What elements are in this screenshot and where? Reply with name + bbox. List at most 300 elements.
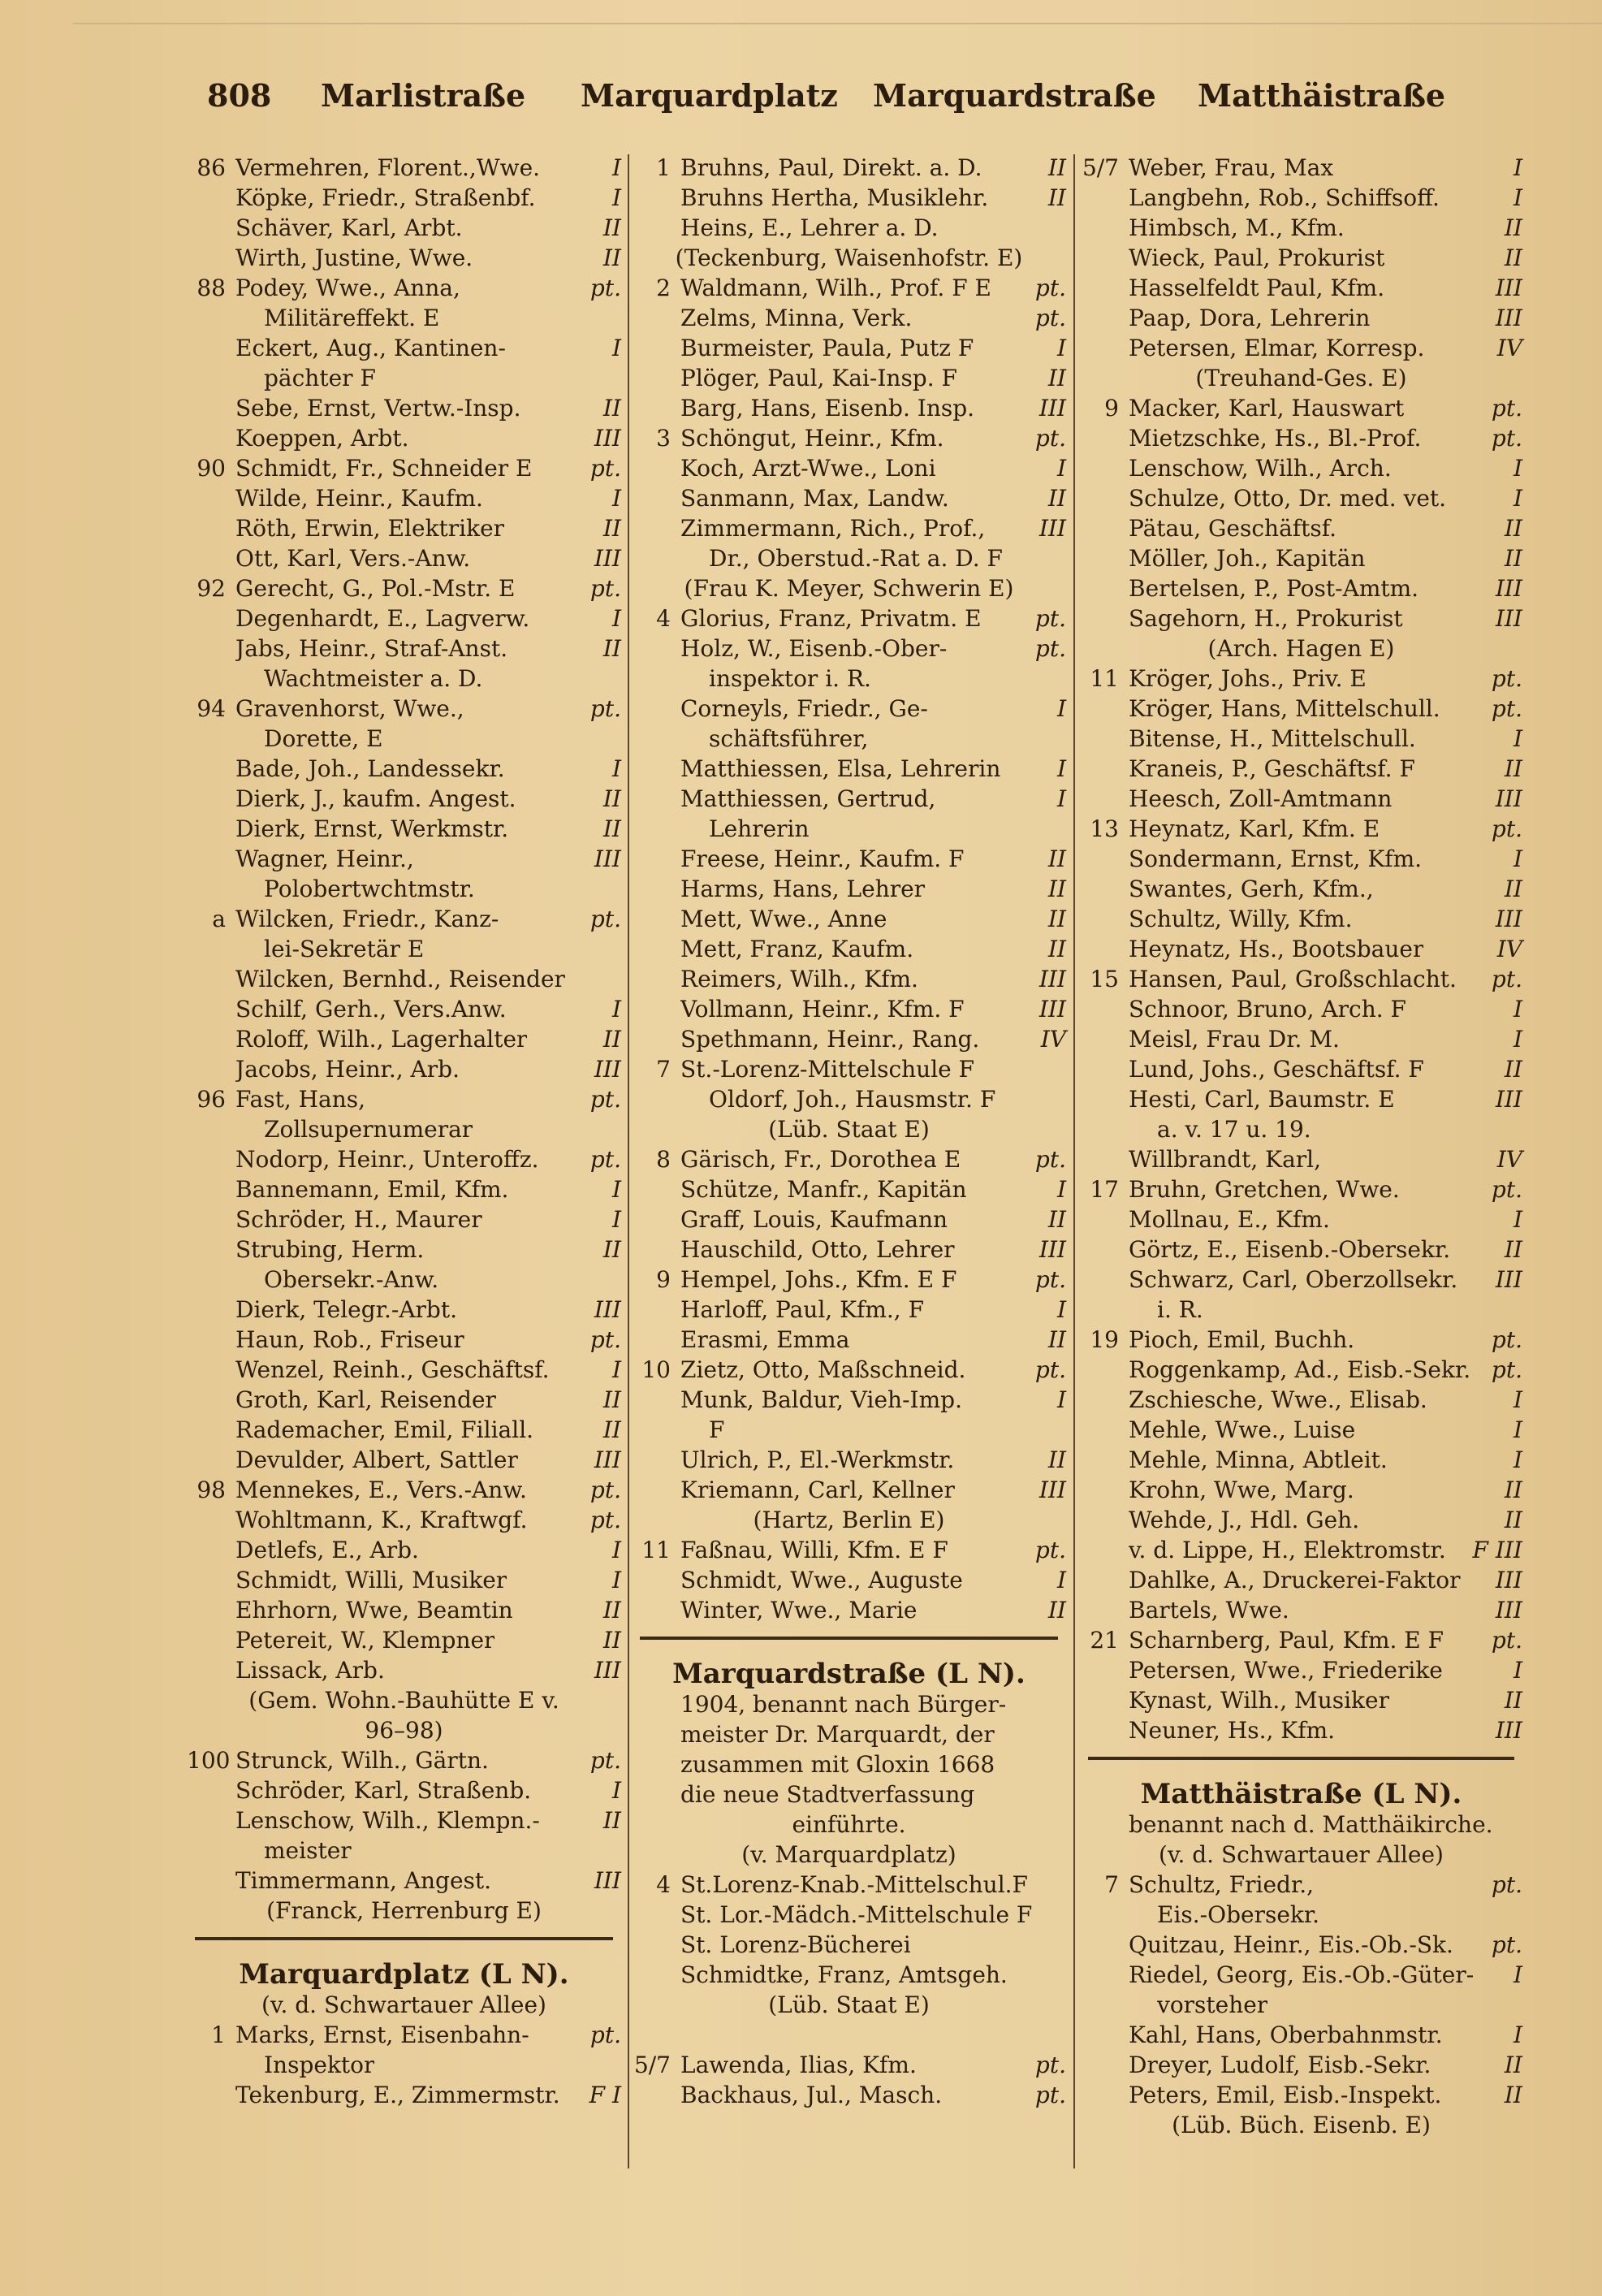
directory-entry: [632, 1445, 1066, 1475]
entry-text: (Lüb. Büch. Eisenb. E): [1172, 2112, 1431, 2138]
directory-entry: [632, 964, 1066, 994]
directory-entry: [187, 1896, 621, 1926]
entry-text: Lund, Johs., Geschäftsf. F: [1129, 1056, 1424, 1083]
house-number: 9: [1104, 395, 1119, 422]
entry-text: pächter F: [264, 365, 376, 391]
entry-text: Degenhardt, E., Lagverw.: [235, 605, 530, 632]
floor-marker: II: [602, 1627, 621, 1654]
floor-marker: II: [1504, 876, 1522, 902]
directory-entry: [632, 1990, 1066, 2020]
directory-entry: [1080, 1870, 1522, 1900]
directory-entry: [632, 2020, 1066, 2050]
entry-text: Backhaus, Jul., Masch.: [680, 2082, 943, 2108]
directory-entry: [187, 754, 621, 784]
entry-text: Hauschild, Otto, Lehrer: [680, 1236, 955, 1263]
directory-entry: [632, 664, 1066, 694]
entry-text: Riedel, Georg, Eis.-Ob.-Güter-: [1129, 1961, 1475, 1988]
house-number: a: [212, 906, 226, 932]
entry-text: Podey, Wwe., Anna,: [235, 275, 460, 301]
floor-marker: F I: [589, 2082, 621, 2108]
directory-entry: [187, 904, 621, 934]
floor-marker: II: [1047, 365, 1066, 391]
directory-entry: [632, 934, 1066, 964]
floor-marker: I: [1513, 1446, 1522, 1473]
entry-text: Neuner, Hs., Kfm.: [1129, 1717, 1336, 1744]
directory-entry: [1080, 1295, 1522, 1325]
header-title-4: Matthäistraße: [1198, 77, 1446, 114]
directory-entry: [187, 1505, 621, 1535]
floor-marker: II: [1504, 2082, 1522, 2108]
floor-marker: pt.: [1034, 1537, 1066, 1563]
floor-marker: I: [1513, 1416, 1522, 1443]
entry-text: Bade, Joh., Landessekr.: [235, 755, 505, 782]
directory-entry: [1080, 2020, 1522, 2050]
floor-marker: pt.: [589, 455, 621, 482]
house-number: 15: [1090, 966, 1119, 992]
entry-text: Dierk, J., kaufm. Angest.: [235, 785, 516, 812]
entry-text: Schnoor, Bruno, Arch. F: [1129, 996, 1406, 1023]
directory-entry: [187, 513, 621, 543]
entry-text: benannt nach d. Matthäikirche.: [1129, 1811, 1493, 1838]
directory-entry: [632, 2080, 1066, 2110]
floor-marker: pt.: [589, 1146, 621, 1173]
entry-text: Bruhns Hertha, Musiklehr.: [680, 184, 989, 211]
entry-text: Bitense, H., Mittelschull.: [1129, 725, 1416, 752]
entry-text: Bartels, Wwe.: [1129, 1597, 1289, 1624]
floor-marker: II: [602, 515, 621, 542]
entry-text: Sagehorn, H., Prokurist: [1129, 605, 1403, 632]
entry-text: Tekenburg, E., Zimmermstr.: [235, 2082, 560, 2108]
floor-marker: III: [594, 1867, 621, 1894]
house-number: 2: [656, 275, 671, 301]
directory-entry: [1080, 453, 1522, 483]
directory-entry: [187, 1024, 621, 1054]
header-title-2: Marquardplatz: [581, 77, 838, 114]
entry-text: Peters, Emil, Eisb.-Inspekt.: [1129, 2082, 1442, 2108]
entry-text: Devulder, Albert, Sattler: [235, 1446, 518, 1473]
directory-entry: [632, 183, 1066, 213]
entry-text: Lawenda, Ilias, Kfm.: [680, 2052, 917, 2078]
entry-text: Erasmi, Emma: [680, 1326, 850, 1353]
entry-text: Hasselfeldt Paul, Kfm.: [1129, 275, 1385, 301]
floor-marker: I: [611, 1176, 621, 1203]
entry-text: Vollmann, Heinr., Kfm. F: [680, 996, 965, 1023]
entry-text: zusammen mit Gloxin 1668: [680, 1751, 995, 1778]
directory-entry: [1080, 1054, 1522, 1084]
directory-entry: [632, 1749, 1066, 1779]
floor-marker: pt.: [1491, 665, 1522, 692]
entry-text: (Treuhand-Ges. E): [1195, 365, 1407, 391]
directory-entry: [1080, 1355, 1522, 1385]
entry-text: Mett, Franz, Kaufm.: [680, 936, 914, 962]
directory-entry: [632, 1385, 1066, 1415]
entry-text: Schmidt, Willi, Musiker: [235, 1567, 507, 1593]
entry-text: Paap, Dora, Lehrerin: [1129, 305, 1371, 331]
directory-entry: [1080, 1990, 1522, 2020]
entry-text: Holz, W., Eisenb.-Ober-: [680, 635, 948, 662]
entry-text: (v. d. Schwartauer Allee): [261, 1991, 546, 2018]
floor-marker: pt.: [1491, 1356, 1522, 1383]
floor-marker: II: [1047, 845, 1066, 872]
directory-entry: [187, 694, 621, 724]
entry-text: Schmidt, Fr., Schneider E: [235, 455, 533, 482]
floor-marker: IV: [1496, 936, 1522, 962]
floor-marker: pt.: [1034, 305, 1066, 331]
directory-entry: [187, 2050, 621, 2080]
directory-entry: [1080, 1505, 1522, 1535]
floor-marker: III: [1038, 515, 1066, 542]
floor-marker: II: [1047, 184, 1066, 211]
street-heading: [632, 1659, 1066, 1689]
entry-text: Wehde, J., Hdl. Geh.: [1129, 1507, 1360, 1533]
entry-text: Harms, Hans, Lehrer: [680, 876, 926, 902]
floor-marker: II: [1047, 1206, 1066, 1233]
entry-text: Haun, Rob., Friseur: [235, 1326, 464, 1353]
entry-text: lei-Sekretär E: [264, 936, 425, 962]
entry-text: Inspektor: [264, 2052, 375, 2078]
directory-entry: [632, 213, 1066, 243]
entry-text: Kahl, Hans, Oberbahnmstr.: [1129, 2021, 1443, 2048]
directory-entry: [187, 784, 621, 814]
floor-marker: I: [1056, 1296, 1066, 1323]
directory-entry: [632, 904, 1066, 934]
floor-marker: I: [611, 184, 621, 211]
entry-text: Kraneis, P., Geschäftsf. F: [1129, 755, 1415, 782]
entry-text: Matthäistraße (L N).: [1140, 1779, 1462, 1810]
entry-text: Petersen, Wwe., Friederike: [1129, 1657, 1443, 1684]
entry-text: Wohltmann, K., Kraftwgf.: [235, 1507, 528, 1533]
entry-text: Dierk, Telegr.-Arbt.: [235, 1296, 457, 1323]
entry-text: Sanmann, Max, Landw.: [680, 485, 949, 512]
directory-entry: [187, 243, 621, 273]
entry-text: Detlefs, E., Arb.: [235, 1537, 419, 1563]
entry-text: Fast, Hans,: [235, 1086, 366, 1113]
house-number: 96: [196, 1086, 226, 1113]
floor-marker: I: [1513, 1657, 1522, 1684]
directory-entry: [632, 243, 1066, 273]
entry-text: Ott, Karl, Vers.-Anw.: [235, 545, 471, 572]
entry-text: Plöger, Paul, Kai-Insp. F: [680, 365, 957, 391]
directory-entry: [1080, 2050, 1522, 2080]
directory-entry: [632, 603, 1066, 633]
directory-entry: [187, 1685, 621, 1715]
entry-text: Gerecht, G., Pol.-Mstr. E: [235, 575, 516, 602]
entry-text: Bruhns, Paul, Direkt. a. D.: [680, 154, 982, 181]
directory-entry: [1080, 1625, 1522, 1655]
directory-entry: [187, 393, 621, 423]
entry-text: Roggenkamp, Ad., Eisb.-Sekr.: [1129, 1356, 1471, 1383]
directory-entry: [187, 874, 621, 904]
floor-marker: I: [611, 605, 621, 632]
floor-marker: pt.: [589, 906, 621, 932]
directory-entry: [187, 814, 621, 844]
entry-text: Heins, E., Lehrer a. D.: [680, 214, 939, 241]
floor-marker: I: [1513, 184, 1522, 211]
floor-marker: III: [1495, 575, 1522, 602]
directory-entry: [1080, 1475, 1522, 1505]
floor-marker: II: [1047, 1597, 1066, 1624]
entry-text: Wilde, Heinr., Kaufm.: [235, 485, 483, 512]
directory-entry: [187, 1204, 621, 1234]
floor-marker: III: [1495, 1597, 1522, 1624]
directory-entry: [1080, 543, 1522, 573]
directory-entry: [187, 1144, 621, 1174]
entry-text: Gärisch, Fr., Dorothea E: [680, 1146, 961, 1173]
entry-text: Reimers, Wilh., Kfm.: [680, 966, 918, 992]
entry-text: Marquardstraße (L N).: [672, 1659, 1026, 1689]
directory-entry: [632, 694, 1066, 724]
floor-marker: I: [611, 154, 621, 181]
entry-text: (Frau K. Meyer, Schwerin E): [684, 575, 1014, 602]
entry-text: Eis.-Obersekr.: [1157, 1901, 1320, 1928]
entry-text: St.Lorenz-Knab.-Mittelschul.F: [680, 1871, 1028, 1898]
entry-text: Mollnau, E., Kfm.: [1129, 1206, 1330, 1233]
floor-marker: II: [602, 785, 621, 812]
entry-text: Schöngut, Heinr., Kfm.: [680, 425, 944, 452]
entry-text: St. Lor.-Mädch.-Mittelschule F: [680, 1901, 1033, 1928]
entry-text: Corneyls, Friedr., Ge-: [680, 695, 928, 722]
directory-entry: [632, 453, 1066, 483]
directory-entry: [1080, 1174, 1522, 1204]
directory-entry: [187, 1625, 621, 1655]
house-number: 4: [656, 1871, 671, 1898]
house-number: 90: [196, 455, 226, 482]
entry-text: Strunck, Wilh., Gärtn.: [235, 1747, 489, 1774]
directory-entry: [632, 573, 1066, 603]
entry-text: Polobertwchtmstr.: [264, 876, 475, 902]
directory-entry: [1080, 2080, 1522, 2110]
floor-marker: pt.: [1034, 605, 1066, 632]
floor-marker: III: [1038, 1236, 1066, 1263]
directory-entry: [187, 964, 621, 994]
entry-text: Heesch, Zoll-Amtmann: [1129, 785, 1393, 812]
entry-text: Marks, Ernst, Eisenbahn-: [235, 2021, 529, 2048]
entry-text: Dorette, E: [264, 725, 383, 752]
floor-marker: I: [1513, 1206, 1522, 1233]
floor-marker: I: [1056, 1386, 1066, 1413]
floor-marker: II: [602, 214, 621, 241]
floor-marker: I: [1513, 2021, 1522, 2048]
directory-entry: [1080, 814, 1522, 844]
floor-marker: III: [594, 425, 621, 452]
entry-text: Timmermann, Angest.: [235, 1867, 492, 1894]
directory-entry: [632, 2050, 1066, 2080]
floor-marker: pt.: [589, 2021, 621, 2048]
directory-entry: [1080, 303, 1522, 333]
house-number: 13: [1090, 815, 1119, 842]
entry-text: Lissack, Arb.: [235, 1657, 385, 1684]
directory-entry: [1080, 273, 1522, 303]
directory-entry: [1080, 754, 1522, 784]
entry-text: Jabs, Heinr., Straf-Anst.: [235, 635, 508, 662]
directory-column: [187, 153, 621, 2110]
header-title-1: Marlistraße: [321, 77, 526, 114]
entry-text: F: [709, 1416, 725, 1443]
floor-marker: III: [1495, 1266, 1522, 1293]
section-divider: [640, 1637, 1058, 1640]
house-number: 7: [656, 1056, 671, 1083]
entry-text: Ulrich, P., El.-Werkmstr.: [680, 1446, 955, 1473]
directory-entry: [1080, 904, 1522, 934]
floor-marker: II: [602, 635, 621, 662]
directory-entry: [187, 664, 621, 694]
directory-entry: [632, 303, 1066, 333]
directory-entry: [1080, 1655, 1522, 1685]
floor-marker: III: [1495, 1567, 1522, 1593]
directory-entry: [187, 1775, 621, 1805]
directory-entry: [187, 423, 621, 453]
entry-text: i. R.: [1157, 1296, 1203, 1323]
entry-text: Schäver, Karl, Arbt.: [235, 214, 463, 241]
entry-text: schäftsführer,: [709, 725, 869, 752]
entry-text: Vermehren, Florent.,Wwe.: [235, 154, 541, 181]
floor-marker: II: [1504, 545, 1522, 572]
entry-text: Militäreffekt. E: [264, 305, 440, 331]
entry-text: Heynatz, Karl, Kfm. E: [1129, 815, 1380, 842]
directory-entry: [1080, 844, 1522, 874]
directory-entry: [187, 1715, 621, 1745]
directory-entry: [187, 573, 621, 603]
entry-text: Petereit, W., Klempner: [235, 1627, 495, 1654]
directory-entry: [1080, 1715, 1522, 1745]
floor-marker: III: [1038, 966, 1066, 992]
floor-marker: pt.: [1491, 395, 1522, 422]
floor-marker: pt.: [589, 695, 621, 722]
directory-entry: [632, 273, 1066, 303]
floor-marker: I: [1513, 1961, 1522, 1988]
entry-text: Eckert, Aug., Kantinen-: [235, 335, 506, 361]
entry-text: Mett, Wwe., Anne: [680, 906, 887, 932]
house-number: 11: [641, 1537, 671, 1563]
entry-text: Burmeister, Paula, Putz F: [680, 335, 974, 361]
entry-text: Groth, Karl, Reisender: [235, 1386, 496, 1413]
floor-marker: III: [594, 845, 621, 872]
directory-entry: [1080, 994, 1522, 1024]
entry-text: einführte.: [792, 1811, 906, 1838]
entry-text: (v. d. Schwartauer Allee): [1159, 1841, 1444, 1868]
directory-entry: [187, 483, 621, 513]
directory-entry: [187, 1595, 621, 1625]
entry-text: Schröder, H., Maurer: [235, 1206, 482, 1233]
floor-marker: II: [1504, 244, 1522, 271]
directory-entry: [1080, 934, 1522, 964]
directory-entry: [1080, 153, 1522, 183]
entry-text: Wilcken, Bernhd., Reisender: [235, 966, 565, 992]
entry-text: Kriemann, Carl, Kellner: [680, 1477, 955, 1503]
entry-text: Schilf, Gerh., Vers.Anw.: [235, 996, 507, 1023]
entry-text: Himbsch, M., Kfm.: [1129, 214, 1345, 241]
entry-text: Faßnau, Willi, Kfm. E F: [680, 1537, 948, 1563]
entry-text: Zelms, Minna, Verk.: [680, 305, 913, 331]
floor-marker: II: [1047, 1446, 1066, 1473]
entry-text: Wenzel, Reinh., Geschäftsf.: [235, 1356, 550, 1383]
floor-marker: II: [1047, 936, 1066, 962]
entry-text: Mehle, Minna, Abtleit.: [1129, 1446, 1388, 1473]
entry-text: Röth, Erwin, Elektriker: [235, 515, 505, 542]
directory-entry: [1080, 1535, 1522, 1565]
floor-marker: III: [1495, 785, 1522, 812]
entry-text: Freese, Heinr., Kaufm. F: [680, 845, 965, 872]
floor-marker: III: [594, 1296, 621, 1323]
directory-entry: [187, 1174, 621, 1204]
directory-entry: [1080, 1385, 1522, 1415]
floor-marker: II: [1047, 906, 1066, 932]
directory-entry: [187, 1990, 621, 2020]
entry-text: Schütze, Manfr., Kapitän: [680, 1176, 967, 1203]
floor-marker: II: [1504, 515, 1522, 542]
floor-marker: IV: [1496, 335, 1522, 361]
entry-text: Graff, Louis, Kaufmann: [680, 1206, 948, 1233]
house-number: 88: [196, 275, 226, 301]
header-title-3: Marquardstraße: [873, 77, 1156, 114]
directory-entry: [632, 1415, 1066, 1445]
directory-entry: [1080, 1024, 1522, 1054]
directory-entry: [632, 393, 1066, 423]
floor-marker: I: [1056, 335, 1066, 361]
directory-entry: [632, 874, 1066, 904]
entry-text: Gravenhorst, Wwe.,: [235, 695, 464, 722]
floor-marker: II: [1047, 154, 1066, 181]
entry-text: Wilcken, Friedr., Kanz-: [235, 906, 499, 932]
directory-entry: [632, 784, 1066, 814]
entry-text: Mehle, Wwe., Luise: [1129, 1416, 1356, 1443]
directory-entry: [1080, 1234, 1522, 1265]
entry-text: Sondermann, Ernst, Kfm.: [1129, 845, 1423, 872]
directory-entry: [1080, 1415, 1522, 1445]
directory-entry: [187, 1535, 621, 1565]
floor-marker: pt.: [589, 1477, 621, 1503]
entry-text: (Arch. Hagen E): [1207, 635, 1395, 662]
floor-marker: III: [594, 1657, 621, 1684]
directory-entry: [632, 1144, 1066, 1174]
entry-text: Hansen, Paul, Großschlacht.: [1129, 966, 1457, 992]
entry-text: (Lüb. Staat E): [768, 1116, 930, 1143]
directory-entry: [632, 1084, 1066, 1114]
directory-entry: [632, 1114, 1066, 1144]
directory-entry: [632, 1325, 1066, 1355]
directory-entry: [187, 633, 621, 664]
directory-entry: [1080, 483, 1522, 513]
entry-text: Kröger, Johs., Priv. E: [1129, 665, 1367, 692]
entry-text: (v. Marquardplatz): [741, 1841, 956, 1868]
floor-marker: I: [1513, 485, 1522, 512]
floor-marker: pt.: [1034, 1356, 1066, 1383]
directory-entry: [187, 1805, 621, 1836]
directory-entry: [1080, 573, 1522, 603]
directory-entry: [187, 2080, 621, 2110]
directory-entry: [187, 1836, 621, 1866]
entry-text: Macker, Karl, Hauswart: [1129, 395, 1405, 422]
entry-text: Marquardplatz (L N).: [239, 1960, 569, 1990]
directory-entry: [1080, 633, 1522, 664]
directory-entry: [187, 273, 621, 303]
directory-entry: [1080, 1900, 1522, 1930]
directory-entry: [187, 1084, 621, 1114]
entry-text: (Gem. Wohn.-Bauhütte E v.: [248, 1687, 559, 1714]
floor-marker: II: [1047, 485, 1066, 512]
house-number: 1: [656, 154, 671, 181]
directory-entry: [632, 513, 1066, 543]
floor-marker: II: [602, 395, 621, 422]
directory-entry: [187, 1114, 621, 1144]
page-header: [0, 77, 1602, 126]
entry-text: Dreyer, Ludolf, Eisb.-Sekr.: [1129, 2052, 1431, 2078]
entry-text: Glorius, Franz, Privatm. E: [680, 605, 982, 632]
entry-text: Wagner, Heinr.,: [235, 845, 414, 872]
directory-entry: [187, 934, 621, 964]
directory-entry: [1080, 183, 1522, 213]
entry-text: Meisl, Frau Dr. M.: [1129, 1026, 1340, 1053]
